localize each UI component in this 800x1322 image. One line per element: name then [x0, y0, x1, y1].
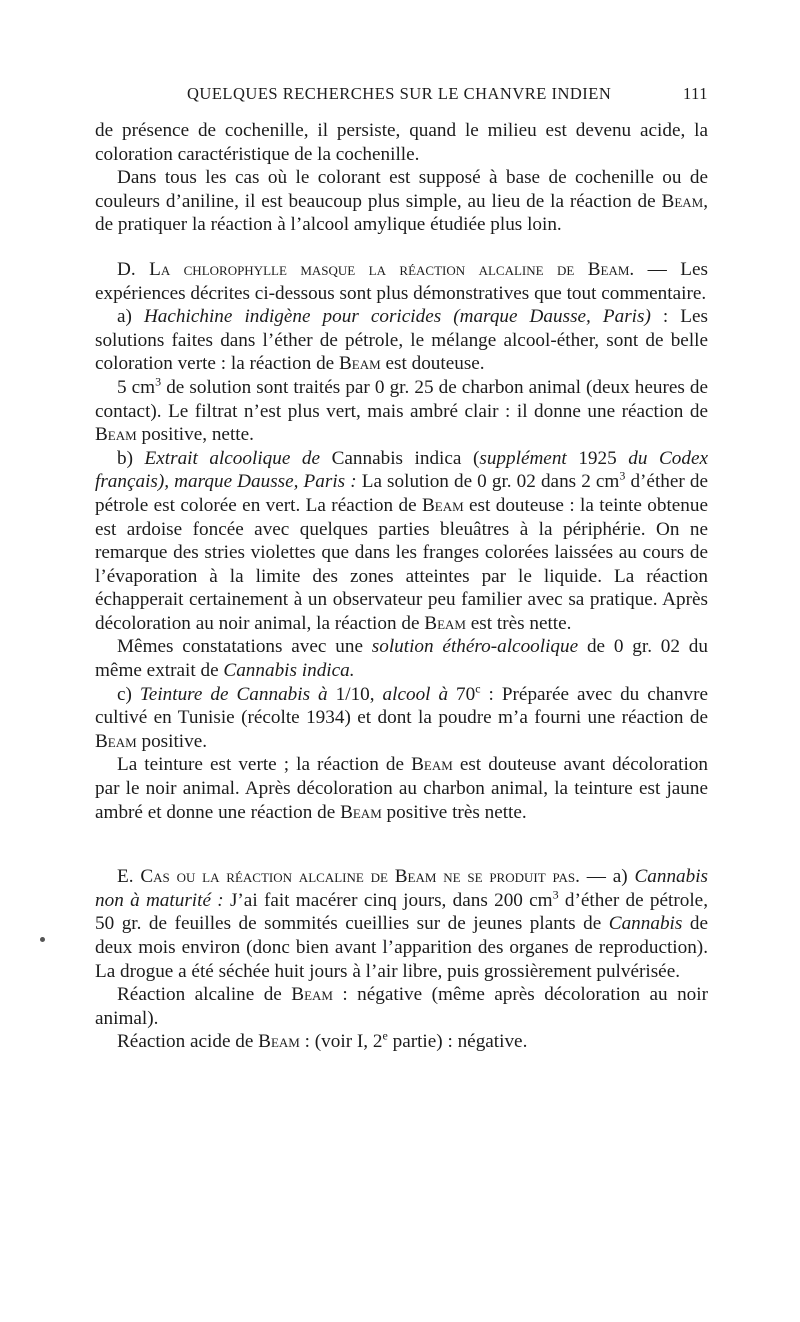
beam-name: Beam	[424, 612, 466, 634]
paragraph-c-2	[95, 753, 708, 824]
italic-run: Hachichine indigène pour coricides (marque Dausse, Paris)	[143, 306, 651, 328]
text-run: 5 cm	[117, 376, 156, 398]
section-intro: Les expériences décrites ci-dessous sont plus démonstratives que tout commentaire.	[95, 258, 709, 304]
item-label: b)	[117, 447, 145, 469]
text-run: de deux mois environ (donc bien avant l’apparition des organes de reproduction). La drogue a été séchée huit jours à l’air libre, puis grossièrement pulvérisée.	[95, 913, 708, 982]
italic-run: alcool à	[382, 683, 449, 705]
running-title: QUELQUES RECHERCHES SUR LE CHANVRE INDIEN	[187, 84, 612, 103]
paragraph-a-2	[95, 376, 708, 447]
italic-run: Extrait alcoolique de	[144, 447, 321, 469]
italic-run: supplément	[479, 447, 567, 469]
superscript: c	[475, 681, 481, 696]
body-text	[95, 119, 708, 1054]
text-run: 1925	[566, 447, 629, 469]
beam-name: Beam	[661, 190, 704, 212]
margin-speck	[40, 937, 45, 942]
section-title: La chlorophylle masque la réaction alcaline de Beam.	[149, 258, 635, 280]
italic-run: Cannabis non à maturité :	[95, 866, 709, 911]
text-run: : Les solutions faites dans l’éther de pétrole, le mélange alcool-éther, sont de belle coloration verte : la réaction de	[95, 306, 708, 375]
italic-run: solution éthéro-alcoolique	[371, 636, 579, 658]
text-run: 1/10,	[327, 683, 383, 705]
text-run: Dans tous les cas où le colorant est supposé à base de cochenille ou de couleurs d’aniline, il est beaucoup plus simple, au lieu de la réaction de	[95, 167, 708, 212]
beam-name: Beam	[95, 730, 137, 752]
paragraph-continuation: de présence de cochenille, il persiste, quand le milieu est devenu acide, la coloration caractéristique de la cochenille.	[95, 120, 708, 165]
section-dash: —	[634, 258, 667, 280]
section-dash: —	[579, 866, 606, 888]
text-run: est douteuse.	[380, 353, 485, 375]
italic-run: du Codex français), marque Dausse, Paris :	[95, 447, 708, 493]
paragraph-e-3	[95, 1030, 708, 1054]
italic-run: Cannabis indica.	[223, 660, 355, 682]
page-number: 111	[682, 84, 708, 103]
text-run: : négative (même après décoloration au noir animal).	[95, 984, 708, 1029]
text-run: La teinture est verte ; la réaction de	[117, 754, 412, 776]
beam-name: Beam	[411, 754, 453, 776]
italic-run: Cannabis	[608, 913, 683, 935]
text-run: La solution de 0 gr. 02 dans 2 cm	[356, 471, 620, 493]
text-run: : (voir I, 2	[299, 1031, 383, 1053]
superscript: 3	[619, 468, 626, 483]
section-letter: D.	[117, 258, 136, 280]
section-title: Cas ou la réaction alcaline de Beam ne se produit pas.	[140, 866, 580, 888]
paragraph-b	[95, 447, 708, 636]
text-run: positive très nette.	[381, 801, 527, 823]
section-letter: E.	[117, 866, 134, 888]
text-run: est douteuse : la teinte obtenue est ardoise foncée avec quelques parties bleuâtres à la périphérie. On ne remarque des stries violettes que dans les franges colorées laissées au cours de l’évaporation à la limite des zones atteintes par le liquide. La réaction échapperait certainement à un observateur peu familier avec sa pratique. Après décoloration au noir animal, la réaction de	[95, 494, 708, 634]
text-run: Réaction alcaline de	[117, 984, 292, 1006]
text-run: de solution sont traités par 0 gr. 25 de charbon animal (deux heures de contact). Le filtrat n’est plus vert, mais ambré clair : il donne une réaction de	[95, 376, 708, 422]
beam-name: Beam	[339, 353, 381, 375]
text-run: Cannabis indica (	[320, 447, 480, 469]
text-run: de 0 gr. 02 du même extrait de	[95, 636, 708, 682]
beam-name: Beam	[340, 801, 382, 823]
text-run: positive, nette.	[136, 424, 254, 446]
beam-name: Beam	[291, 984, 333, 1006]
text-run: d’éther de pétrole est colorée en vert. La réaction de	[95, 471, 708, 516]
item-label: a)	[612, 866, 635, 888]
text-run: J’ai fait macérer cinq jours, dans 200 cm	[223, 889, 553, 911]
superscript: 3	[552, 887, 559, 902]
text-run: : Préparée avec du chanvre cultivé en Tunisie (récolte 1934) et dont la poudre m’a fourni une réaction de	[95, 683, 708, 729]
text-run: partie) : négative.	[387, 1031, 528, 1053]
beam-name: Beam	[258, 1031, 300, 1053]
superscript: 3	[155, 374, 162, 389]
beam-name: Beam	[95, 424, 137, 446]
paragraph-colorant	[95, 166, 708, 237]
paragraph-b-2	[95, 635, 708, 682]
text-run: Mêmes constatations avec une	[117, 636, 372, 658]
paragraph-c	[95, 683, 708, 754]
text-run: Réaction acide de	[117, 1031, 259, 1053]
text-run: , de pratiquer la réaction à l’alcool amylique étudiée plus loin.	[95, 190, 708, 236]
section-e-heading	[95, 865, 708, 983]
paragraph-e-2	[95, 983, 708, 1030]
item-label: a)	[117, 306, 144, 328]
superscript: e	[382, 1028, 388, 1043]
text-run: est douteuse avant décoloration par le noir animal. Après décoloration au charbon animal, la teinture est jaune ambré et donne une réaction de	[95, 754, 708, 823]
text-run: d’éther de pétrole, 50 gr. de feuilles de sommités cueillies sur de jeunes plants de	[95, 889, 708, 935]
italic-run: Teinture de Cannabis à	[139, 683, 328, 705]
text-run: est très nette.	[465, 612, 572, 634]
beam-name: Beam	[421, 494, 464, 516]
paragraph-a	[95, 305, 708, 376]
text-run: positive.	[136, 730, 208, 752]
section-d-heading	[95, 258, 708, 305]
text-run: 70	[448, 683, 476, 705]
item-label: c)	[117, 683, 140, 705]
